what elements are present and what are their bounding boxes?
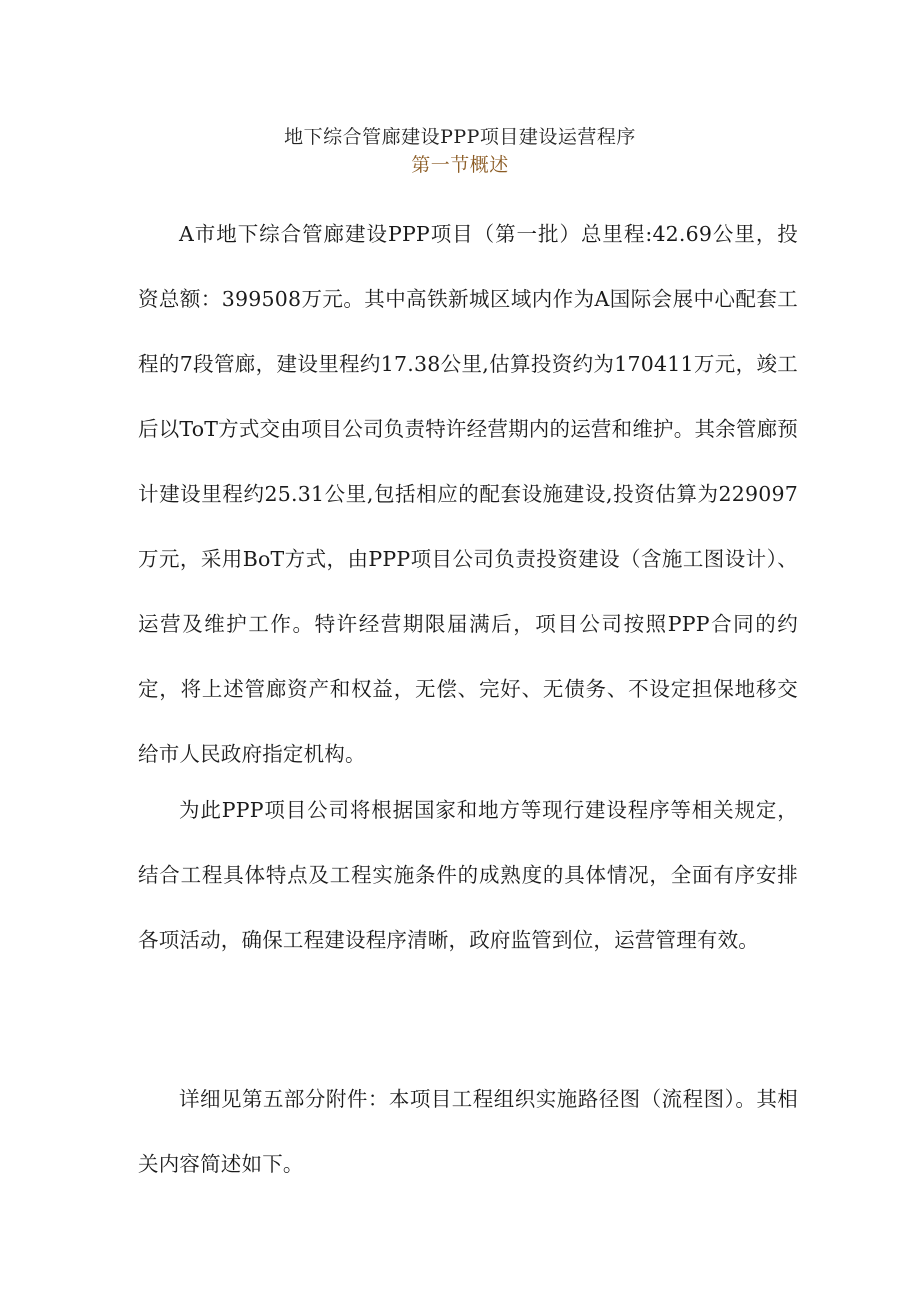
- paragraph-1-block: [138, 202, 798, 787]
- section-heading: 第一节概述: [411, 154, 509, 176]
- document-title: 地下综合管廊建设PPP项目建设运营程序: [284, 126, 636, 148]
- paragraph-2-block: [138, 778, 798, 973]
- paragraph-3: 详细见第五部分附件：本项目工程组织实施路径图（流程图）。其相关内容简述如下。: [138, 1087, 798, 1176]
- paragraph-2: 为此PPP项目公司将根据国家和地方等现行建设程序等相关规定，结合工程具体特点及工程实施条件的成熟度的具体情况，全面有序安排各项活动，确保工程建设程序清晰，政府监管到位，运营管理有效。: [138, 798, 798, 952]
- paragraph-3-block: [138, 1067, 798, 1197]
- paragraph-1: A市地下综合管廊建设PPP项目（第一批）总里程:42.69公里，投资总额：399508万元。其中高铁新城区域内作为A国际会展中心配套工程的7段管廊，建设里程约17.38公里,估算投资约为170411万元，竣工后以ToT方式交由项目公司负责特许经营期内的运营和维护。其余管廊预计建设里程约25.31公里,包括相应的配套设施建设,投资估算为229097万元，采用BoT方式，由PPP项目公司负责投资建设（含施工图设计）、运营及维护工作。特许经营期限届满后，项目公司按照PPP合同的约定，将上述管廊资产和权益，无偿、完好、无债务、不设定担保地移交给市人民政府指定机构。: [138, 222, 798, 766]
